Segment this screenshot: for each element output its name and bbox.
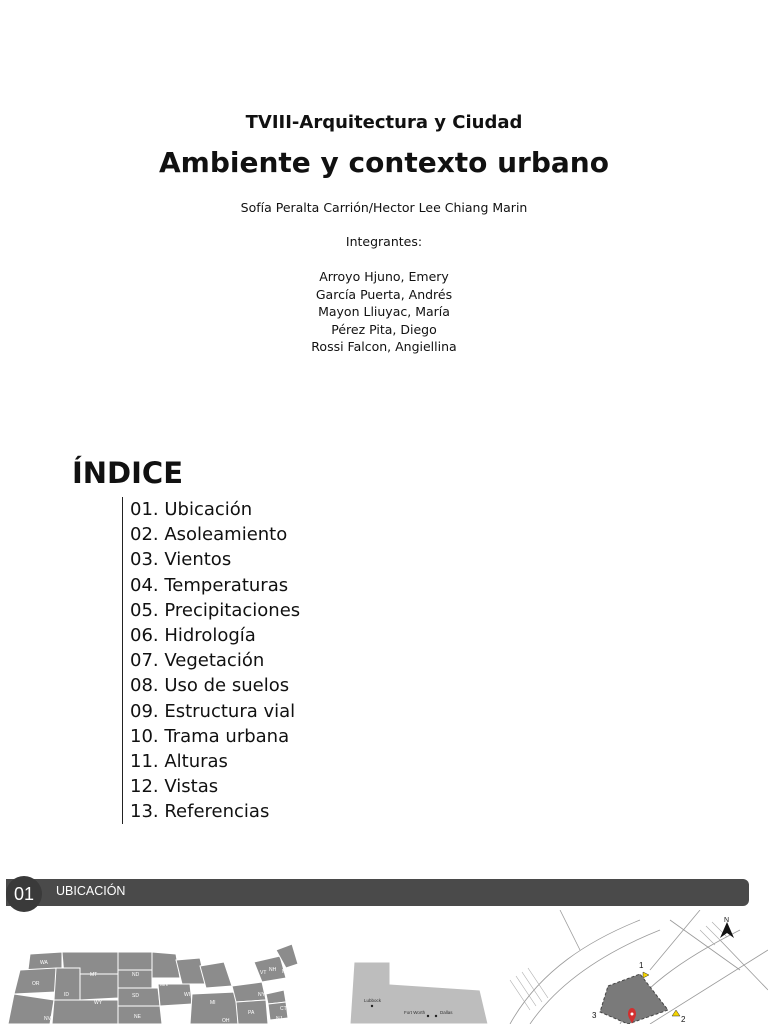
state-label: NE	[134, 1014, 141, 1020]
index-item: 10. Trama urbana	[130, 725, 290, 747]
state-label: PA	[248, 1010, 255, 1016]
section-number: 01	[6, 876, 42, 912]
course-title: TVIII-Arquitectura y Ciudad	[245, 112, 523, 133]
texas-map	[330, 948, 495, 1024]
member-name: Mayon Lliuyac, María	[318, 304, 450, 320]
index-item: 03. Vientos	[130, 549, 232, 571]
member-name: Arroyo Hjuno, Emery	[319, 269, 449, 284]
state-label: OH	[222, 1018, 230, 1024]
state-label: SD	[132, 993, 139, 999]
section-label: UBICACIÓN	[56, 884, 126, 898]
state-label: ID	[64, 992, 69, 998]
index-item: 07. Vegetación	[130, 650, 265, 672]
index-item: 04. Temperaturas	[130, 574, 289, 596]
city-label: Lubbock	[364, 998, 382, 1003]
index-item: 05. Precipitaciones	[130, 599, 301, 621]
city-label: Fort Worth	[404, 1010, 426, 1015]
member-name: Rossi Falcon, Angiellina	[311, 339, 457, 355]
site-marker-label: 3	[592, 1011, 597, 1020]
state-label: WA	[40, 960, 48, 966]
site-marker-label: 2	[681, 1015, 686, 1024]
index-item: 02. Asoleamiento	[130, 524, 288, 546]
state-label: MA	[288, 992, 296, 998]
member-name: Pérez Pita, Diego	[331, 321, 437, 337]
index-list	[122, 497, 300, 824]
index-item: 08. Uso de suelos	[130, 675, 290, 697]
state-label: ND	[132, 972, 140, 978]
state-label: NJ	[276, 1016, 283, 1022]
state-label: MN	[160, 982, 168, 988]
state-label: NH	[269, 967, 277, 973]
state-label: MT	[90, 972, 98, 978]
state-label: RI	[288, 998, 293, 1004]
site-marker-label: 1	[639, 961, 644, 970]
state-label: NY	[258, 992, 265, 998]
us-states-map	[0, 938, 300, 1024]
index-item: 09. Estructura vial	[130, 700, 296, 722]
state-label: IA	[170, 1010, 175, 1016]
site-map	[500, 910, 768, 1024]
state-label: ME	[282, 969, 290, 975]
state-label: WY	[94, 1000, 103, 1006]
document-title: Ambiente y contexto urbano	[159, 146, 609, 179]
state-label: CT	[280, 1006, 287, 1012]
members-list	[0, 268, 768, 356]
state-label: OR	[32, 981, 40, 987]
index-item: 11. Alturas	[130, 750, 228, 772]
state-label: MI	[210, 1000, 216, 1006]
member-name: García Puerta, Andrés	[315, 286, 453, 302]
north-arrow-icon	[720, 922, 734, 938]
state-label: WI	[184, 992, 191, 998]
index-item: 01. Ubicación	[130, 499, 253, 520]
north-label: N	[724, 917, 730, 924]
index-title: ÍNDICE	[72, 456, 184, 490]
state-label: VT	[260, 970, 267, 976]
state-label: NV	[44, 1016, 51, 1022]
index-item: 13. Referencias	[130, 801, 270, 823]
city-label: Dallas	[440, 1010, 453, 1015]
members-label: Integrantes:	[345, 234, 423, 249]
teachers: Sofía Peralta Carrión/Hector Lee Chiang Marin	[240, 200, 528, 215]
index-item: 12. Vistas	[130, 776, 219, 798]
index-item: 06. Hidrología	[130, 624, 256, 646]
